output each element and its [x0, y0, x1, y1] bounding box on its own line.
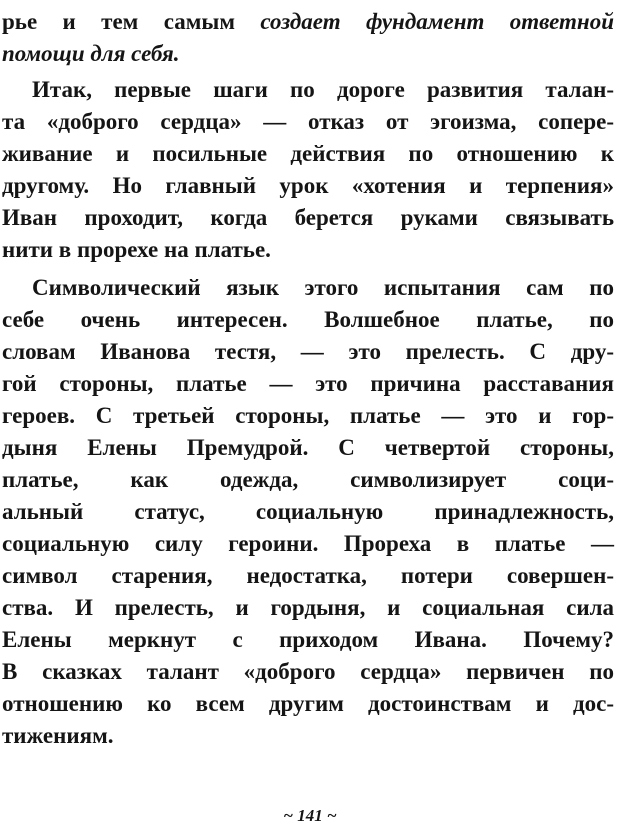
text-line: себе очень интересен. Волшебное платье, по: [2, 307, 614, 332]
text-line: Елены меркнут с приходом Ивана. Почему?: [2, 627, 614, 652]
text-line: другому. Но главный урок «хотения и терпения»: [2, 173, 614, 198]
text-line: символ старения, недостатка, потери совершен-: [2, 563, 614, 588]
text-line: дыня Елены Премудрой. С четвертой стороны,: [2, 435, 614, 460]
text-line: [2, 6, 614, 38]
text-line: гой стороны, платье — это причина расставания: [2, 371, 614, 396]
text-line: альный статус, социальную принадлежность,: [2, 499, 614, 524]
text-line: та «доброго сердца» — отказ от эгоизма, сопере-: [2, 109, 614, 134]
text-line: В сказках талант «доброго сердца» первичен по: [2, 659, 614, 684]
text-segment-italic: создает фундамент ответной: [260, 9, 614, 34]
page-number: ~ 141 ~: [283, 806, 337, 825]
text-line: платье, как одежда, символизирует соци-: [2, 467, 614, 492]
text-line: социальную силу героини. Прореха в платье —: [2, 531, 614, 556]
text-segment-italic: помощи для себя.: [2, 41, 180, 66]
text-line: словам Иванова тестя, — это прелесть. С дру-: [2, 339, 614, 364]
text-line: тижениям.: [2, 723, 114, 748]
text-line: Иван проходит, когда берется руками связывать: [2, 205, 614, 230]
text-line: нити в прорехе на платье.: [2, 237, 271, 262]
text-line: [2, 38, 614, 70]
text-line: живание и посильные действия по отношению к: [2, 141, 614, 166]
text-line: ства. И прелесть, и гордыня, и социальная сила: [2, 595, 614, 620]
text-segment: рье и тем самым: [2, 9, 261, 34]
text-line: Итак, первые шаги по дороге развития талан-: [32, 77, 614, 102]
text-line: Символический язык этого испытания сам по: [32, 275, 614, 300]
text-line: героев. С третьей стороны, платье — это и гор-: [2, 403, 614, 428]
text-line: отношению ко всем другим достоинствам и дос-: [2, 691, 614, 716]
